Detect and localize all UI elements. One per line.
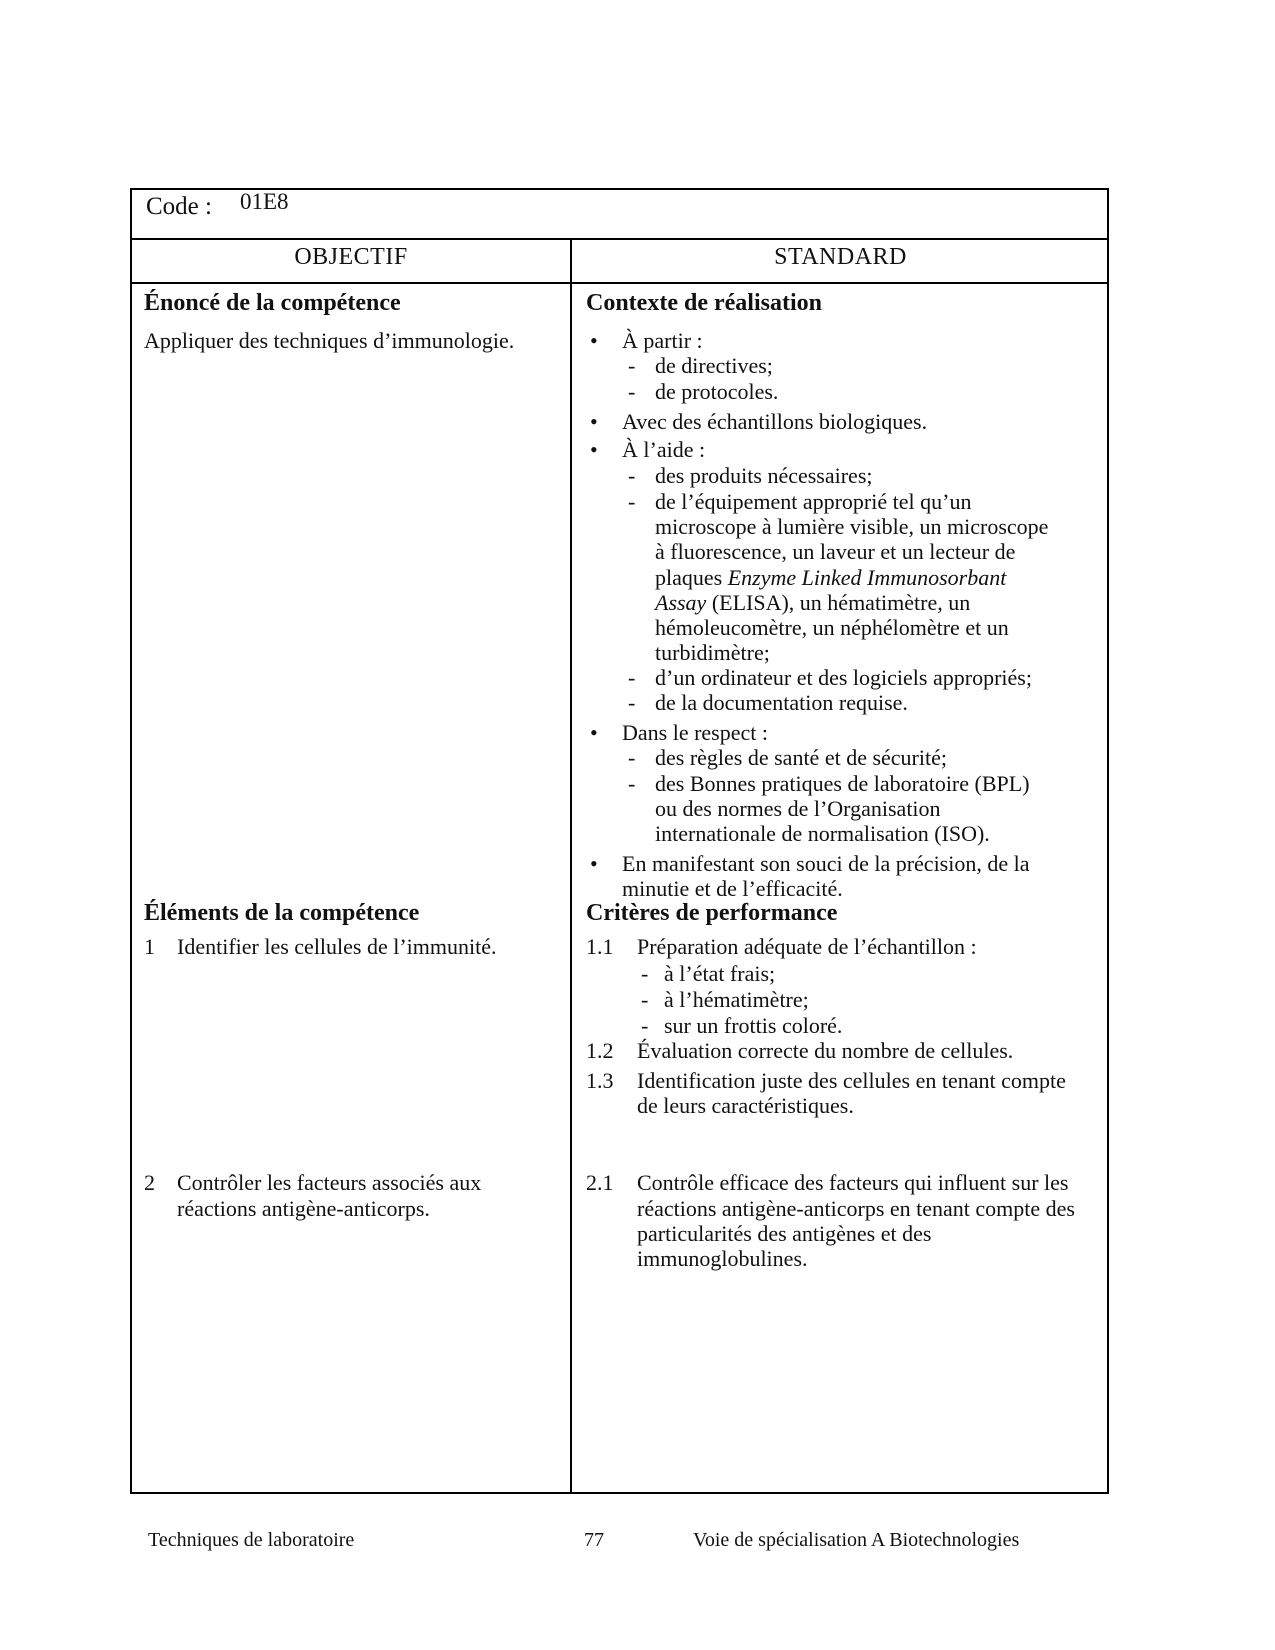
element-1-number: 1	[144, 934, 155, 959]
contexte-b3-item-1: des produits nécessaires;	[655, 463, 873, 488]
contexte-bullet-2: Avec des échantillons biologiques.	[622, 409, 928, 434]
critere-2-1-number: 2.1	[586, 1170, 614, 1195]
contexte-bullet-5-line-2: minutie et de l’efficacité.	[622, 876, 843, 901]
footer-program: Techniques de laboratoire	[148, 1529, 355, 1551]
enonce-heading: Énoncé de la compétence	[144, 290, 401, 316]
dash-icon: -	[628, 489, 636, 514]
code-value: 01E8	[240, 189, 289, 214]
critere-1-1-item-2: à l’hématimètre;	[664, 987, 809, 1012]
elisa-full-name: Enzyme Linked Immunosorbant	[727, 565, 1007, 590]
contexte-b3-item-2-line-5	[655, 590, 970, 616]
element-2-line-2: réactions antigène-anticorps.	[177, 1196, 430, 1221]
contexte-bullet-1: À partir :	[622, 328, 703, 353]
critere-1-1-number: 1.1	[586, 934, 614, 959]
dash-icon: -	[628, 665, 636, 690]
contexte-b3-item-3: d’un ordinateur et des logiciels appropriés;	[655, 665, 1032, 690]
plaques-text: plaques	[655, 565, 728, 590]
contexte-b3-item-2-line-4	[655, 565, 1006, 591]
bullet-icon: •	[590, 328, 598, 353]
bullet-icon: •	[590, 437, 598, 462]
header-objectif: OBJECTIF	[294, 244, 408, 270]
critere-1-3-line-1: Identification juste des cellules en tenant compte	[637, 1068, 1066, 1093]
elements-heading: Éléments de la compétence	[144, 900, 420, 926]
contexte-bullet-4: Dans le respect :	[622, 720, 768, 745]
dash-icon: -	[641, 987, 649, 1012]
bullet-icon: •	[590, 409, 598, 434]
header-row	[132, 238, 1107, 284]
critere-2-1-line-2: réactions antigène-anticorps en tenant compte des	[637, 1196, 1075, 1221]
enonce-text: Appliquer des techniques d’immunologie.	[144, 328, 515, 353]
element-2-line-1: Contrôler les facteurs associés aux	[177, 1170, 482, 1195]
contexte-bullet-5-line-1: En manifestant son souci de la précision, de la	[622, 851, 1030, 876]
contexte-b4-item-2-line-1: des Bonnes pratiques de laboratoire (BPL)	[655, 771, 1030, 796]
competency-table	[130, 188, 1109, 1494]
critere-2-1-line-3: particularités des antigènes et des	[637, 1221, 932, 1246]
contexte-bullet-3: À l’aide :	[622, 437, 706, 462]
footer-specialization: Voie de spécialisation A Biotechnologies	[693, 1529, 1020, 1551]
contexte-b3-item-2-line-1: de l’équipement approprié tel qu’un	[655, 489, 972, 514]
code-label: Code :	[146, 193, 212, 220]
contexte-b1-item-1: de directives;	[655, 353, 773, 378]
dash-icon: -	[628, 745, 636, 770]
critere-1-1-item-1: à l’état frais;	[664, 961, 776, 986]
element-1-text: Identifier les cellules de l’immunité.	[177, 934, 497, 959]
critere-2-1-line-1: Contrôle efficace des facteurs qui influent sur les	[637, 1170, 1069, 1195]
dash-icon: -	[628, 463, 636, 488]
contexte-b4-item-2-line-3: internationale de normalisation (ISO).	[655, 821, 990, 846]
critere-1-2-text: Évaluation correcte du nombre de cellules.	[637, 1038, 1014, 1063]
bullet-icon: •	[590, 851, 598, 876]
footer-page-number: 77	[584, 1529, 604, 1551]
dash-icon: -	[628, 353, 636, 378]
contexte-b3-item-2-line-6: hémoleucomètre, un néphélomètre et un	[655, 615, 1009, 640]
contexte-b3-item-2-line-3: à fluorescence, un laveur et un lecteur de	[655, 539, 1016, 564]
dash-icon: -	[641, 1013, 649, 1038]
contexte-b3-item-2-line-7: turbidimètre;	[655, 640, 770, 665]
contexte-b1-item-2: de protocoles.	[655, 379, 779, 404]
dash-icon: -	[628, 690, 636, 715]
assay-text: Assay	[655, 590, 707, 615]
criteres-heading: Critères de performance	[586, 900, 838, 926]
critere-1-1-text: Préparation adéquate de l’échantillon :	[637, 934, 977, 959]
contexte-b4-item-2-line-2: ou des normes de l’Organisation	[655, 796, 941, 821]
dash-icon: -	[641, 961, 649, 986]
contexte-b3-item-2-line-2: microscope à lumière visible, un microscope	[655, 514, 1049, 539]
code-row	[132, 190, 1107, 240]
contexte-heading: Contexte de réalisation	[586, 290, 822, 316]
critere-1-2-number: 1.2	[586, 1038, 614, 1063]
dash-icon: -	[628, 771, 636, 796]
contexte-b3-item-4: de la documentation requise.	[655, 690, 908, 715]
critere-1-1-item-3: sur un frottis coloré.	[664, 1013, 843, 1038]
critere-2-1-line-4: immunoglobulines.	[637, 1246, 808, 1271]
column-divider	[570, 238, 572, 1492]
element-2-number: 2	[144, 1170, 155, 1195]
critere-1-3-number: 1.3	[586, 1068, 614, 1093]
dash-icon: -	[628, 379, 636, 404]
critere-1-3-line-2: de leurs caractéristiques.	[637, 1093, 854, 1118]
header-standard: STANDARD	[774, 244, 907, 270]
bullet-icon: •	[590, 720, 598, 745]
contexte-b4-item-1: des règles de santé et de sécurité;	[655, 745, 947, 770]
elisa-rest: (ELISA), un hématimètre, un	[706, 590, 971, 615]
